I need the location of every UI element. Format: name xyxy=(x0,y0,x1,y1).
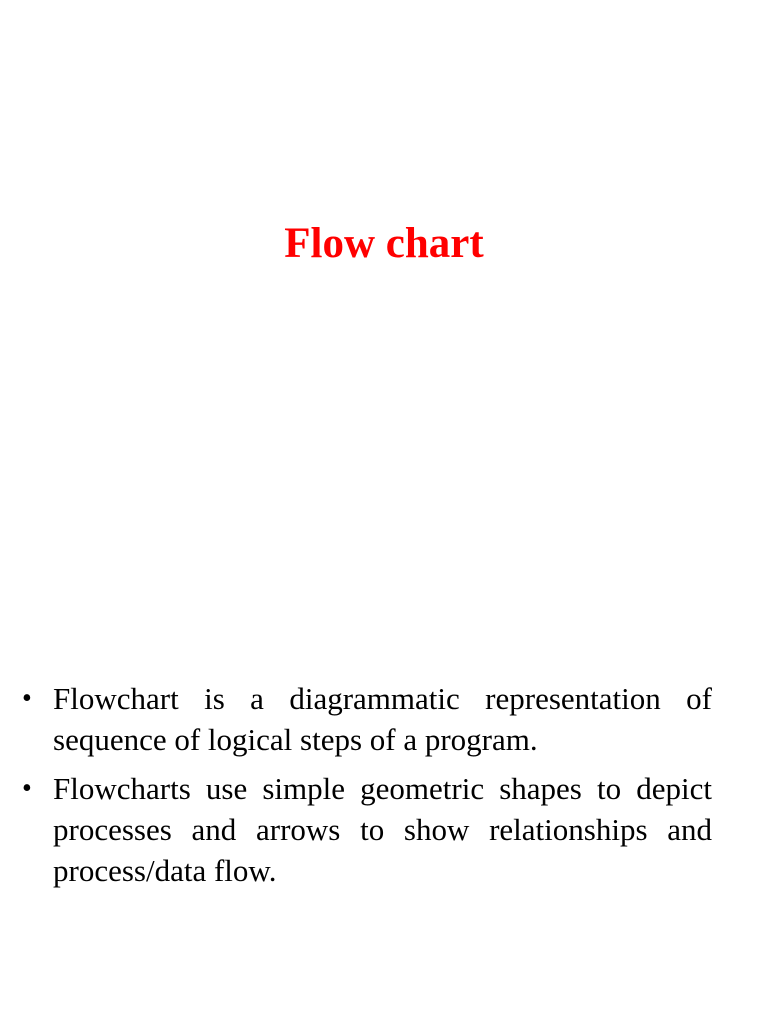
slide-title: Flow chart xyxy=(284,220,484,267)
bullet-item xyxy=(22,768,712,891)
bullet-dot-icon: • xyxy=(22,773,32,804)
bullet-item xyxy=(22,678,712,760)
bullet-text: Flowcharts use simple geometric shapes to depict processes and arrows to show relationships and process/data flow. xyxy=(53,771,712,888)
bullet-list xyxy=(22,678,712,899)
bullet-dot-icon: • xyxy=(22,683,32,714)
bullet-text: Flowchart is a diagrammatic representation of sequence of logical steps of a program. xyxy=(53,681,712,757)
